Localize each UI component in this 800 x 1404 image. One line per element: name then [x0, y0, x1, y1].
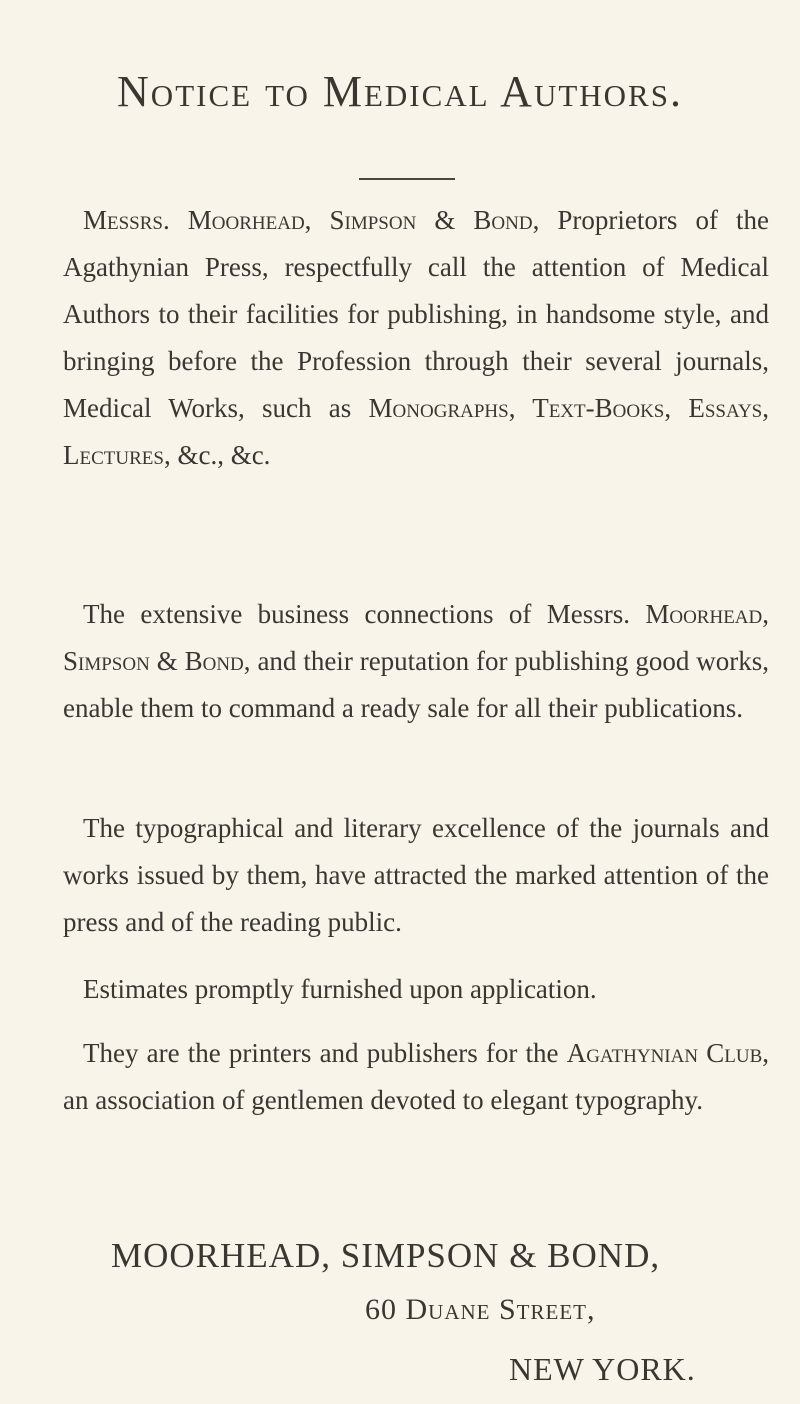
- signature-street: 60 Duane Street,: [365, 1293, 596, 1326]
- paragraph-estimates: Estimates promptly furnished upon application.: [83, 974, 597, 1004]
- paragraph-text: The extensive business connections of Messrs.: [83, 599, 646, 629]
- firm-name: Moorhead, Simpson & Bond,: [63, 599, 769, 676]
- paragraph-club: [63, 1030, 769, 1124]
- paragraph-text: They are the printers and publishers for the: [83, 1038, 567, 1068]
- works-list: Monographs, Text-Books, Essays, Lectures,: [63, 393, 770, 470]
- paragraph-text: Proprietors of the Agathynian Press, respectfully call the attention of Medical Authors to their facilities for publishing, in handsome style, and bringing before the Profession through their several journals, Medical Works, such as: [63, 205, 769, 423]
- paragraph-text: an association of gentlemen devoted to elegant typography.: [63, 1085, 704, 1115]
- firm-name: Messrs. Moorhead, Simpson & Bond,: [83, 205, 540, 235]
- paragraph-connections: [63, 591, 769, 732]
- paragraph-text: &c., &c.: [170, 440, 271, 470]
- page-title: Notice to Medical Authors.: [117, 67, 683, 116]
- paragraph-excellence: The typographical and literary excellence of the journals and works issued by them, have attracted the marked attention of the press and of the reading public.: [63, 813, 769, 937]
- signature-city: NEW YORK.: [509, 1351, 696, 1387]
- paragraph-facilities: [63, 197, 769, 479]
- signature-name: MOORHEAD, SIMPSON & BOND,: [111, 1236, 661, 1275]
- club-name: Agathynian Club,: [566, 1038, 770, 1068]
- paragraph-text: and their reputation for publishing good works, enable them to command a ready sale for all their publications.: [63, 646, 769, 723]
- title-rule: [359, 178, 455, 180]
